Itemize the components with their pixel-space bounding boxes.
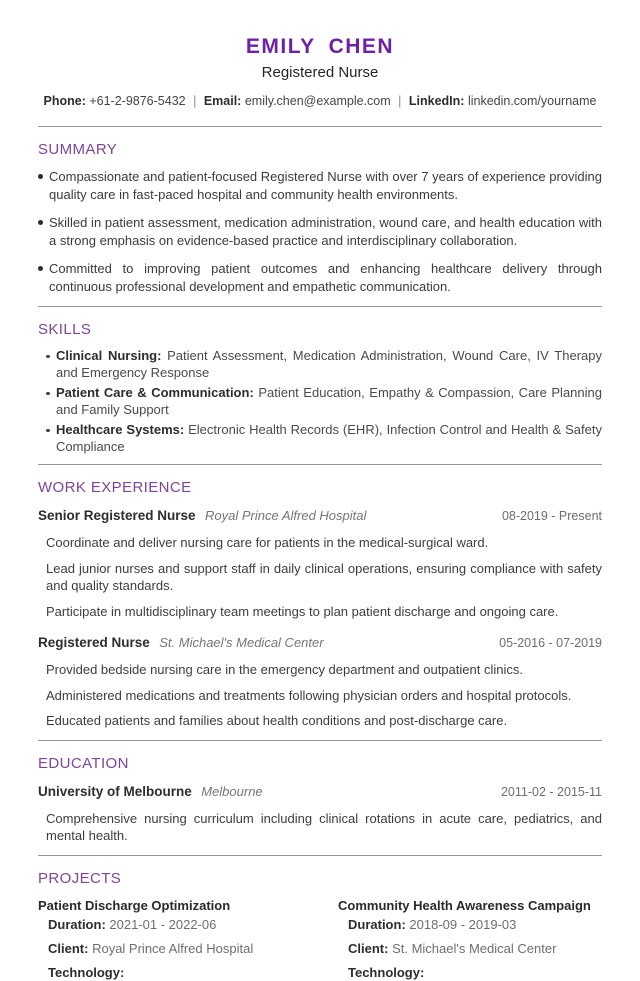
linkedin-label: LinkedIn: — [409, 94, 465, 108]
contact-separator: | — [189, 94, 200, 108]
job-entry — [38, 633, 602, 730]
project-entry — [38, 897, 302, 981]
skill-detail: Patient Assessment, Medication Administration, Wound Care, IV Therapy and Emergency Response — [56, 348, 602, 380]
job-company: Royal Prince Alfred Hospital — [205, 508, 366, 523]
summary-bullet: Committed to improving patient outcomes and enhancing healthcare delivery through continuous professional development and empathetic communication. — [38, 260, 602, 295]
job-description: Educated patients and families about health conditions and post-discharge care. — [46, 712, 602, 730]
education-dates: 2011-02 - 2015-11 — [501, 783, 602, 802]
school-location: Melbourne — [201, 784, 262, 799]
technology-label: Technology: — [348, 965, 424, 980]
contact-line — [38, 93, 602, 110]
project-entry — [338, 897, 602, 981]
phone-label: Phone: — [44, 94, 86, 108]
skill-item — [38, 422, 602, 455]
summary-bullet: Compassionate and patient-focused Registered Nurse with over 7 years of experience providing quality care in fast-paced hospital and community health environments. — [38, 168, 602, 203]
skill-item — [38, 385, 602, 418]
email-value: emily.chen@example.com — [245, 94, 391, 108]
technology-label: Technology: — [48, 965, 124, 980]
job-description: Provided bedside nursing care in the emergency department and outpatient clinics. — [46, 661, 602, 679]
job-dates: 08-2019 - Present — [502, 507, 602, 526]
school-name: University of Melbourne — [38, 784, 192, 799]
contact-separator: | — [394, 94, 405, 108]
skill-category-label: Healthcare Systems: — [56, 422, 184, 437]
job-description: Lead junior nurses and support staff in daily clinical operations, ensuring compliance with safety and quality standards. — [46, 560, 602, 595]
duration-value: 2021-01 - 2022-06 — [109, 917, 216, 932]
summary-heading: SUMMARY — [38, 140, 602, 160]
projects-heading: PROJECTS — [38, 869, 602, 889]
linkedin-value: linkedin.com/yourname — [468, 94, 597, 108]
job-entry — [38, 506, 602, 620]
job-title: Registered Nurse — [38, 635, 150, 650]
job-description: Coordinate and deliver nursing care for patients in the medical-surgical ward. — [46, 534, 602, 552]
project-title: Community Health Awareness Campaign — [338, 897, 602, 914]
section-experience — [38, 465, 602, 730]
section-education — [38, 741, 602, 845]
client-value: St. Michael's Medical Center — [392, 941, 556, 956]
client-value: Royal Prince Alfred Hospital — [92, 941, 253, 956]
candidate-title: Registered Nurse — [38, 63, 602, 83]
education-header — [38, 782, 602, 802]
client-label: Client: — [348, 941, 388, 956]
duration-label: Duration: — [348, 917, 406, 932]
experience-heading: WORK EXPERIENCE — [38, 478, 602, 498]
job-dates: 05-2016 - 07-2019 — [499, 634, 602, 653]
job-company: St. Michael's Medical Center — [159, 635, 323, 650]
project-duration — [48, 916, 302, 933]
candidate-name: EMILY CHEN — [38, 34, 602, 60]
skill-detail: Patient Education, Empathy & Compassion, Care Planning and Family Support — [56, 385, 602, 417]
projects-grid — [38, 897, 602, 981]
section-projects — [38, 856, 602, 981]
email-label: Email: — [204, 94, 242, 108]
duration-label: Duration: — [48, 917, 106, 932]
job-title: Senior Registered Nurse — [38, 508, 196, 523]
job-header — [38, 506, 602, 526]
job-description: Participate in multidisciplinary team meetings to plan patient discharge and ongoing care. — [46, 603, 602, 621]
phone-value: +61-2-9876-5432 — [89, 94, 185, 108]
skills-heading: SKILLS — [38, 320, 602, 340]
summary-bullet: Skilled in patient assessment, medication administration, wound care, and health education with a strong emphasis on evidence-based practice and interdisciplinary collaboration. — [38, 214, 602, 249]
project-title: Patient Discharge Optimization — [38, 897, 302, 914]
project-client — [48, 940, 302, 957]
skill-detail: Electronic Health Records (EHR), Infection Control and Health & Safety Compliance — [56, 422, 602, 454]
education-description: Comprehensive nursing curriculum including clinical rotations in acute care, pediatrics, and mental health. — [46, 810, 602, 845]
section-summary — [38, 127, 602, 295]
project-technology — [48, 964, 302, 981]
education-heading: EDUCATION — [38, 754, 602, 774]
job-header — [38, 633, 602, 653]
section-skills — [38, 307, 602, 455]
skill-item — [38, 348, 602, 381]
project-client — [348, 940, 602, 957]
duration-value: 2018-09 - 2019-03 — [409, 917, 516, 932]
job-description: Administered medications and treatments following physician orders and hospital protocols. — [46, 687, 602, 705]
skill-category-label: Patient Care & Communication: — [56, 385, 254, 400]
resume-header — [38, 34, 602, 110]
client-label: Client: — [48, 941, 88, 956]
education-entry — [38, 782, 602, 845]
skill-category-label: Clinical Nursing: — [56, 348, 161, 363]
project-duration — [348, 916, 602, 933]
project-technology — [348, 964, 602, 981]
